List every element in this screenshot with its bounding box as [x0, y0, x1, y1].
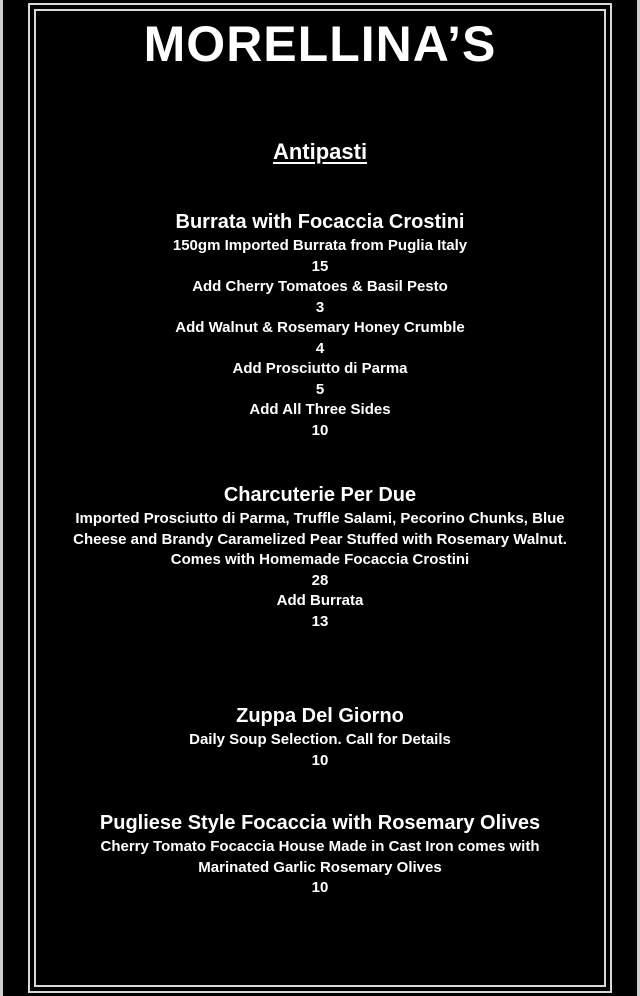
item-addon: Add Burrata [276, 592, 364, 609]
menu-item-burrata [40, 208, 600, 441]
item-price: 10 [311, 879, 329, 896]
item-addon: Add Prosciutto di Parma [232, 360, 408, 377]
menu-item-charcuterie [40, 481, 600, 632]
item-addon-price: 5 [315, 380, 325, 398]
item-description: Imported Prosciutto di Parma, Truffle Salami, Pecorino Chunks, Blue [75, 510, 565, 527]
item-price: 28 [311, 571, 329, 589]
item-addon-price: 3 [315, 298, 325, 316]
item-price: 15 [311, 257, 329, 275]
menu-item-zuppa [40, 702, 600, 771]
item-addon-price: 4 [315, 339, 325, 357]
item-addon: Add Cherry Tomatoes & Basil Pesto [192, 278, 448, 295]
menu-item-focaccia [40, 809, 600, 899]
item-description: Comes with Homemade Focaccia Crostini [170, 551, 470, 568]
item-description: Marinated Garlic Rosemary Olives [198, 858, 442, 876]
left-edge-border [0, 0, 3, 996]
item-description: Cherry Tomato Focaccia House Made in Cast Iron comes with [100, 838, 540, 855]
section-heading-label: Antipasti [272, 139, 368, 164]
item-price: 10 [311, 751, 329, 769]
section-heading [40, 138, 600, 166]
item-name: Charcuterie Per Due [223, 484, 417, 506]
item-addon: Add All Three Sides [249, 401, 391, 418]
item-description: Cheese and Brandy Caramelized Pear Stuffed with Rosemary Walnut. [73, 530, 567, 548]
restaurant-title: MORELLINA’S [143, 16, 497, 72]
item-name: Burrata with Focaccia Crostini [175, 211, 465, 233]
item-description: Daily Soup Selection. Call for Details [189, 731, 451, 748]
item-name: Zuppa Del Giorno [236, 705, 404, 727]
item-description: 150gm Imported Burrata from Puglia Italy [172, 237, 468, 254]
item-addon-price: 13 [311, 612, 329, 630]
item-addon-price: 10 [311, 421, 329, 439]
item-name: Pugliese Style Focaccia with Rosemary Olives [99, 812, 541, 834]
item-addon: Add Walnut & Rosemary Honey Crumble [175, 319, 465, 336]
